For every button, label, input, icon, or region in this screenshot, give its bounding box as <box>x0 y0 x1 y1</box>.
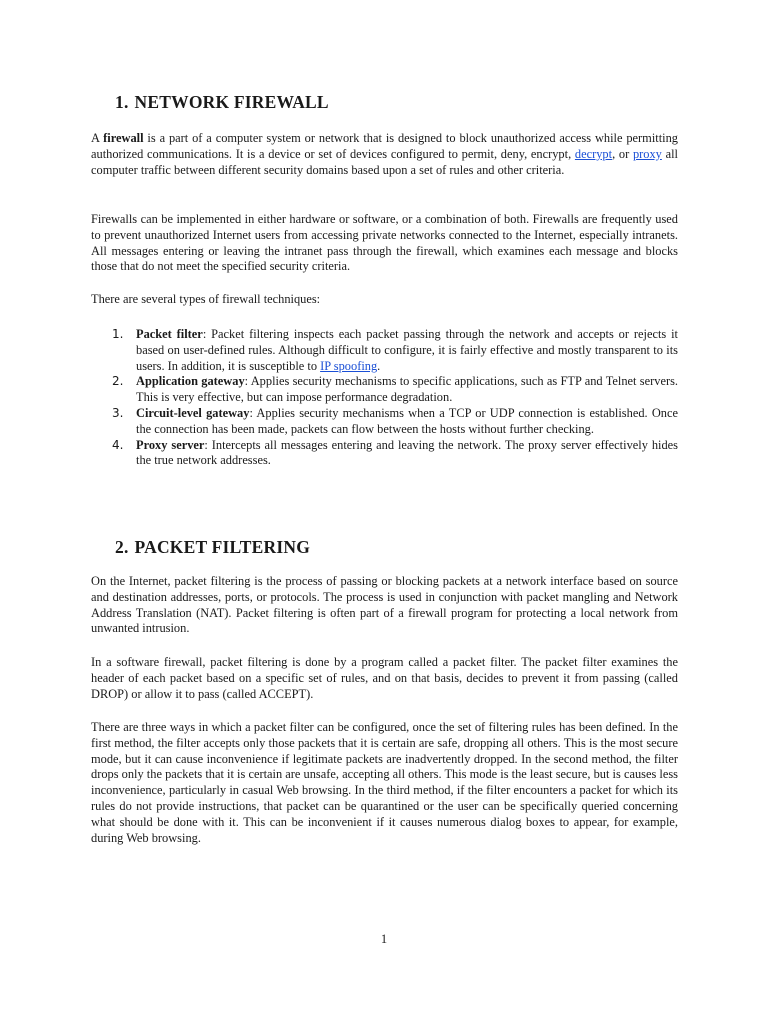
page-number: 1 <box>380 932 388 946</box>
firewall-definition-paragraph <box>91 131 678 178</box>
list-item <box>91 406 678 438</box>
list-number: 2. <box>112 374 124 389</box>
list-term: Circuit-level gateway <box>136 405 250 420</box>
list-term: Packet filter <box>136 327 203 341</box>
list-text: : Intercepts all messages entering and leaving the network. The proxy server effectively hides the true network addresses. <box>136 437 678 468</box>
list-item <box>91 327 678 374</box>
decrypt-link[interactable]: decrypt <box>574 146 613 161</box>
packet-filtering-definition-paragraph: On the Internet, packet filtering is the process of passing or blocking packets at a network interface based on source and destination addresses, ports, or protocols. The process is used in conjunction with packet mangling and Network Address Translation (NAT). Packet filtering is often part of a firewall program for protecting a local network from unwanted intrusion. <box>91 574 678 636</box>
firewall-techniques-list <box>91 327 678 469</box>
firewall-implementation-paragraph: Firewalls can be implemented in either hardware or software, or a combination of both. Firewalls are frequently used to prevent unauthorized Internet users from accessing private networks connected to the Internet, especially intranets. All messages entering or leaving the intranet pass through the firewall, which examines each message and blocks those that do not meet the specified security criteria. <box>91 212 678 274</box>
section-2-title: PACKET FILTERING <box>134 537 311 557</box>
list-number: 1. <box>112 327 124 341</box>
list-term: Proxy server <box>136 437 205 452</box>
list-term: Application gateway <box>136 374 245 389</box>
proxy-link[interactable]: proxy <box>632 146 662 161</box>
list-item <box>91 374 678 406</box>
list-text: : Applies security mechanisms when a TCP or UDP connection is established. Once the connection has been made, packets can flow between the hosts without further checking. <box>136 405 678 436</box>
ip-spoofing-link[interactable]: IP spoofing <box>320 358 378 373</box>
list-after: . <box>377 358 381 373</box>
section-2-number: 2. <box>115 537 129 557</box>
p1-sep: , or <box>612 146 633 161</box>
list-text: : Packet filtering inspects each packet passing through the network and accepts or rejects it based on user-defined rules. Although difficult to configure, it is fairly effective and mostly transparent to its users. In addition, it is susceptible to <box>136 327 678 373</box>
section-1-number: 1. <box>115 92 129 112</box>
list-number: 4. <box>112 437 124 452</box>
filter-configuration-paragraph: There are three ways in which a packet filter can be configured, once the set of filtering rules has been defined. In the first method, the filter accepts only those packets that it is certain are safe, dropping all others. This is the most secure mode, but it can cause inconvenience if legitimate packets are inadvertently dropped. In the second method, the filter drops only the packets that it is certain are unsafe, accepting all others. This mode is the least secure, but is causes less inconvenience, particularly in casual Web browsing. In the third method, if the filter encounters a packet for which its rules do not provide instructions, that packet can be quarantined or the user can be specifically queried concerning what should be done with it. This can be inconvenient if it causes numerous dialog boxes to appear, for example, during Web browsing. <box>91 720 678 845</box>
p1-post: all computer traffic between different security domains based upon a set of rules and other criteria. <box>91 146 678 177</box>
list-number: 3. <box>112 405 124 420</box>
p1-pre: A <box>91 131 104 145</box>
firewall-term: firewall <box>103 131 144 145</box>
firewall-types-intro: There are several types of firewall techniques: <box>91 292 321 306</box>
list-item <box>91 438 678 470</box>
section-1-title: NETWORK FIREWALL <box>134 92 329 112</box>
section-1-heading <box>115 92 329 113</box>
section-2-heading <box>115 537 310 558</box>
p1-mid: is a part of a computer system or network that is designed to block unauthorized access while permitting authorized communications. It is a device or set of devices configured to permit, deny, encrypt, <box>91 131 678 161</box>
list-text: : Applies security mechanisms to specific applications, such as FTP and Telnet servers. This is very effective, but can impose performance degradation. <box>136 374 678 405</box>
software-firewall-paragraph: In a software firewall, packet filtering is done by a program called a packet filter. The packet filter examines the header of each packet based on a specific set of rules, and on that basis, decides to prevent it from passing (called DROP) or allow it to pass (called ACCEPT). <box>91 655 678 701</box>
